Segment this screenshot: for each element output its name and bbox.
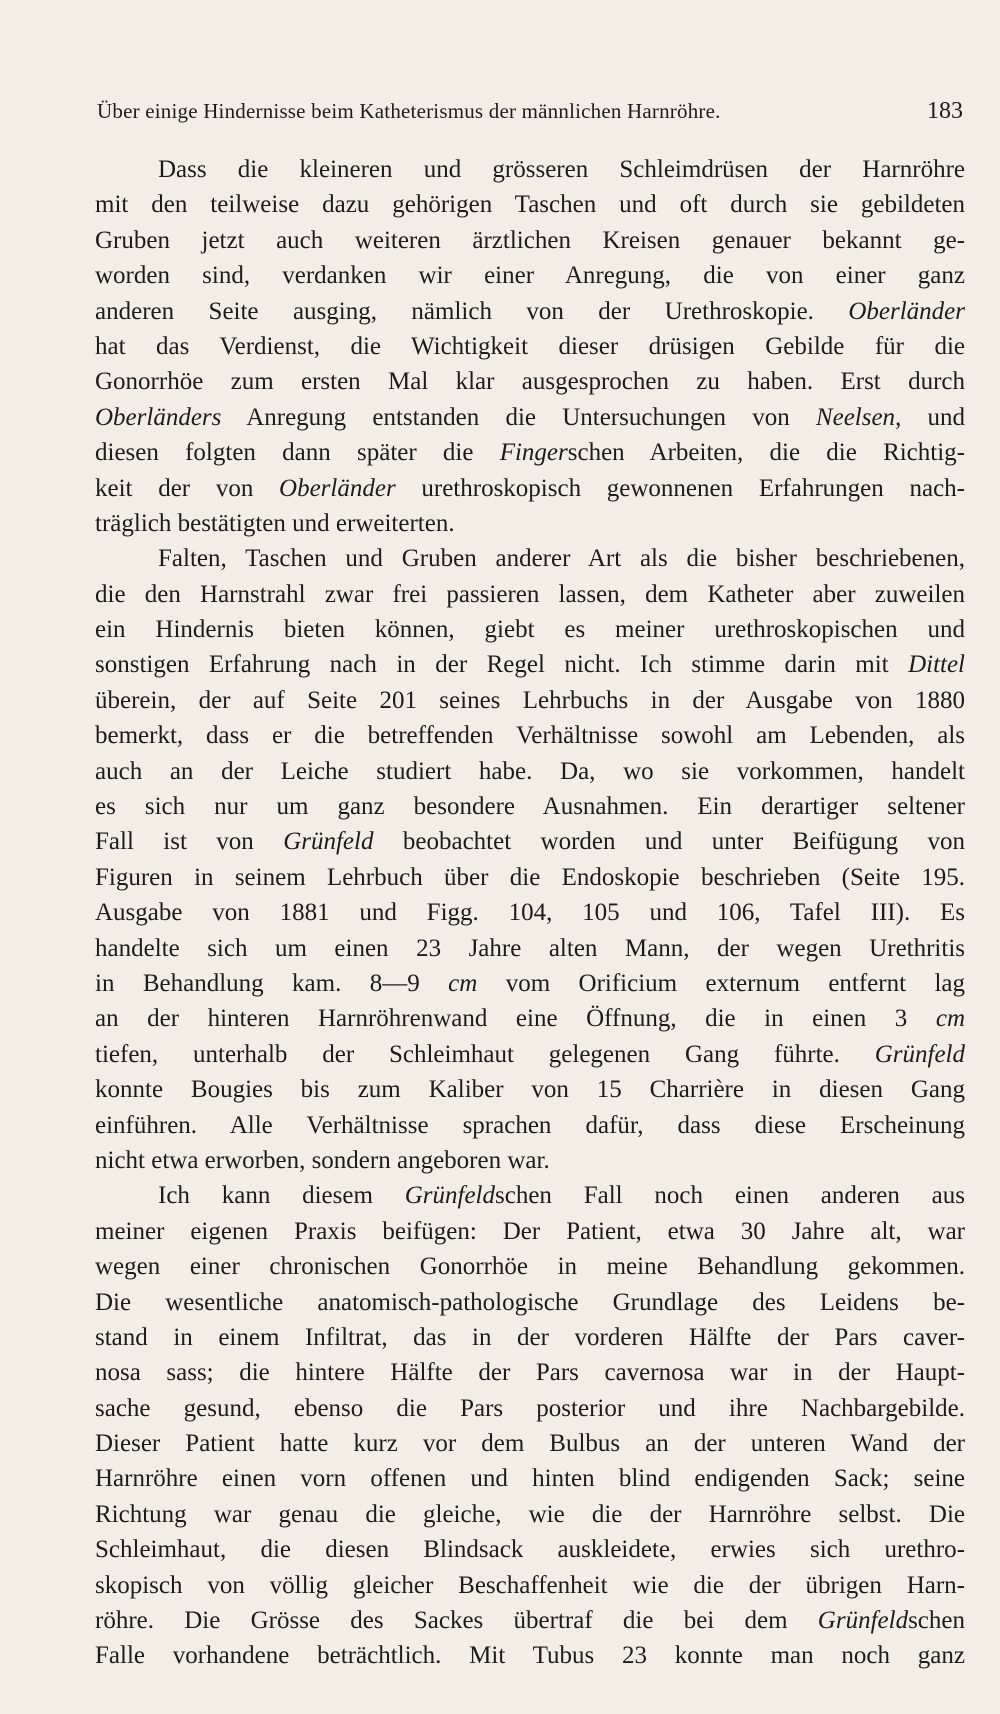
text-line: Dieser Patient hatte kurz vor dem Bulbus an der unteren Wand der [95, 1430, 965, 1458]
text-line: nosa sass; die hintere Hälfte der Pars cavernosa war in der Haupt- [95, 1359, 965, 1387]
text-line: überein, der auf Seite 201 seines Lehrbuchs in der Ausgabe von 1880 [95, 686, 965, 714]
text-line: Harnröhre einen vorn offenen und hinten blind endigenden Sack; seine [95, 1465, 965, 1493]
text-line: diesen folgten dann später die Fingerschen Arbeiten, die die Richtig- [95, 439, 965, 467]
text-line: Die wesentliche anatomisch-pathologische Grundlage des Leidens be- [95, 1288, 965, 1316]
text-line: skopisch von völlig gleicher Beschaffenheit wie die der übrigen Harn- [95, 1571, 965, 1599]
text-line: Fall ist von Grünfeld beobachtet worden und unter Beifügung von [95, 828, 965, 856]
text-line: sonstigen Erfahrung nach in der Regel nicht. Ich stimme darin mit Dittel [95, 651, 965, 679]
text-line: auch an der Leiche studiert habe. Da, wo sie vorkommen, handelt [95, 757, 965, 785]
text-line: tiefen, unterhalb der Schleimhaut gelegenen Gang führte. Grünfeld [95, 1040, 965, 1068]
text-line: worden sind, verdanken wir einer Anregung, die von einer ganz [95, 262, 965, 290]
text-line: Gruben jetzt auch weiteren ärztlichen Kreisen genauer bekannt ge- [95, 226, 965, 254]
text-line: nicht etwa erworben, sondern angeboren war. [95, 1146, 550, 1174]
text-line: in Behandlung kam. 8—9 cm vom Orificium externum entfernt lag [95, 969, 965, 997]
text-line: handelte sich um einen 23 Jahre alten Mann, der wegen Urethritis [95, 934, 965, 962]
text-line: Falle vorhandene beträchtlich. Mit Tubus 23 konnte man noch ganz [95, 1642, 965, 1670]
text-line: an der hinteren Harnröhrenwand eine Öffnung, die in einen 3 cm [95, 1005, 965, 1033]
text-line: ein Hindernis bieten können, giebt es meiner urethroskopischen und [95, 616, 965, 644]
text-line: die den Harnstrahl zwar frei passieren lassen, dem Katheter aber zuweilen [95, 580, 965, 608]
text-line: röhre. Die Grösse des Sackes übertraf die bei dem Grünfeldschen [95, 1607, 965, 1635]
text-line: sache gesund, ebenso die Pars posterior und ihre Nachbargebilde. [95, 1394, 965, 1422]
text-line: mit den teilweise dazu gehörigen Taschen und oft durch sie gebildeten [95, 191, 965, 219]
text-line: bemerkt, dass er die betreffenden Verhältnisse sowohl am Lebenden, als [95, 722, 965, 750]
text-line: Ausgabe von 1881 und Figg. 104, 105 und 106, Tafel III). Es [95, 899, 965, 927]
text-line: Dass die kleineren und grösseren Schleimdrüsen der Harnröhre [158, 156, 965, 183]
running-title: Über einige Hindernisse beim Katheterismus der männlichen Harnröhre. [97, 99, 721, 123]
body-text [95, 152, 965, 1674]
text-line: es sich nur um ganz besondere Ausnahmen. Ein derartiger seltener [95, 793, 965, 821]
text-line: Falten, Taschen und Gruben anderer Art als die bisher beschriebenen, [158, 545, 965, 573]
text-line: Ich kann diesem Grünfeldschen Fall noch einen anderen aus [158, 1182, 965, 1210]
text-line: hat das Verdienst, die Wichtigkeit dieser drüsigen Gebilde für die [95, 332, 965, 360]
text-line: Richtung war genau die gleiche, wie die der Harnröhre selbst. Die [95, 1500, 965, 1528]
page-number: 183 [927, 98, 963, 124]
text-line: Oberländers Anregung entstanden die Untersuchungen von Neelsen, und [95, 403, 966, 431]
text-line: konnte Bougies bis zum Kaliber von 15 Charrière in diesen Gang [95, 1076, 965, 1104]
page-header [97, 98, 963, 125]
text-line: anderen Seite ausging, nämlich von der Urethroskopie. Oberländer [95, 297, 965, 325]
text-line: keit der von Oberländer urethroskopisch gewonnenen Erfahrungen nach- [95, 474, 965, 502]
text-line: stand in einem Infiltrat, das in der vorderen Hälfte der Pars caver- [95, 1323, 965, 1351]
text-line: Figuren in seinem Lehrbuch über die Endoskopie beschrieben (Seite 195. [95, 863, 965, 891]
text-line: wegen einer chronischen Gonorrhöe in meine Behandlung gekommen. [95, 1253, 965, 1281]
text-line: träglich bestätigten und erweiterten. [95, 509, 455, 537]
text-line: meiner eigenen Praxis beifügen: Der Patient, etwa 30 Jahre alt, war [95, 1217, 965, 1245]
text-line: einführen. Alle Verhältnisse sprachen dafür, dass diese Erscheinung [95, 1111, 965, 1139]
text-line: Gonorrhöe zum ersten Mal klar ausgesprochen zu haben. Erst durch [95, 368, 965, 396]
text-line: Schleimhaut, die diesen Blindsack auskleidete, erwies sich urethro- [95, 1536, 965, 1564]
